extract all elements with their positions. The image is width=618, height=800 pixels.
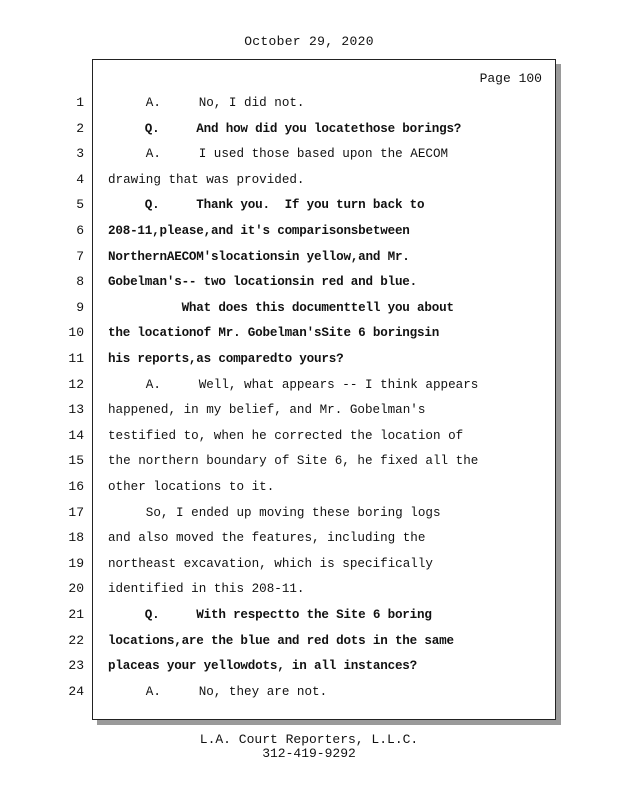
transcript-line: northeast excavation, which is specifically — [108, 557, 433, 571]
transcript-line: A. No, I did not. — [108, 96, 305, 110]
line-number: 1 — [76, 95, 84, 110]
transcript-line: locations,are the blue and red dots in the same — [108, 634, 454, 648]
line-number: 12 — [68, 377, 84, 392]
transcript-line: testified to, when he corrected the location of — [108, 429, 464, 443]
transcript-line: Gobelman's-- two locationsin red and blue. — [108, 275, 418, 289]
transcript-line: the northern boundary of Site 6, he fixed all the — [108, 454, 479, 468]
transcript-line: other locations to it. — [108, 480, 275, 494]
transcript-line: Q. And how did you locatethose borings? — [108, 122, 462, 136]
line-number: 5 — [76, 197, 84, 212]
line-number: 23 — [68, 658, 84, 673]
line-number: 2 — [76, 121, 84, 136]
footer-phone: 312-419-9292 — [262, 746, 356, 761]
line-number: 17 — [68, 505, 84, 520]
transcript-line: drawing that was provided. — [108, 173, 305, 187]
line-number: 8 — [76, 274, 84, 289]
transcript-line: happened, in my belief, and Mr. Gobelman's — [108, 403, 426, 417]
transcript-line: So, I ended up moving these boring logs — [108, 506, 441, 520]
page-number: Page 100 — [479, 71, 542, 86]
line-number: 7 — [76, 249, 84, 264]
transcript-line: NorthernAECOM'slocationsin yellow,and Mr. — [108, 250, 410, 264]
transcript-line: the locationof Mr. Gobelman'sSite 6 boringsin — [108, 326, 440, 340]
transcript-line: placeas your yellowdots, in all instances? — [108, 659, 418, 673]
line-number: 15 — [68, 453, 84, 468]
line-number: 13 — [68, 402, 84, 417]
transcript-line: A. Well, what appears -- I think appears — [108, 378, 479, 392]
transcript-line: his reports,as comparedto yours? — [108, 352, 344, 366]
line-number: 9 — [76, 300, 84, 315]
transcript-line: Q. With respectto the Site 6 boring — [108, 608, 432, 622]
line-number: 16 — [68, 479, 84, 494]
transcript-line: identified in this 208-11. — [108, 582, 305, 596]
line-number: 10 — [68, 325, 84, 340]
transcript-line: 208-11,please,and it's comparisonsbetween — [108, 224, 410, 238]
line-number: 21 — [68, 607, 84, 622]
footer-company: L.A. Court Reporters, L.L.C. — [199, 732, 419, 747]
transcript-line: What does this documenttell you about — [108, 301, 454, 315]
transcript-line: Q. Thank you. If you turn back to — [108, 198, 425, 212]
line-number: 11 — [68, 351, 84, 366]
line-number: 18 — [68, 530, 84, 545]
line-number: 4 — [76, 172, 84, 187]
line-number: 24 — [68, 684, 84, 699]
line-number: 20 — [68, 581, 84, 596]
transcript-date: October 29, 2020 — [244, 34, 374, 49]
transcript-line: A. I used those based upon the AECOM — [108, 147, 449, 161]
line-number: 22 — [68, 633, 84, 648]
line-number: 19 — [68, 556, 84, 571]
line-number: 14 — [68, 428, 84, 443]
line-number: 6 — [76, 223, 84, 238]
transcript-line: A. No, they are not. — [108, 685, 328, 699]
line-number: 3 — [76, 146, 84, 161]
transcript-line: and also moved the features, including the — [108, 531, 426, 545]
